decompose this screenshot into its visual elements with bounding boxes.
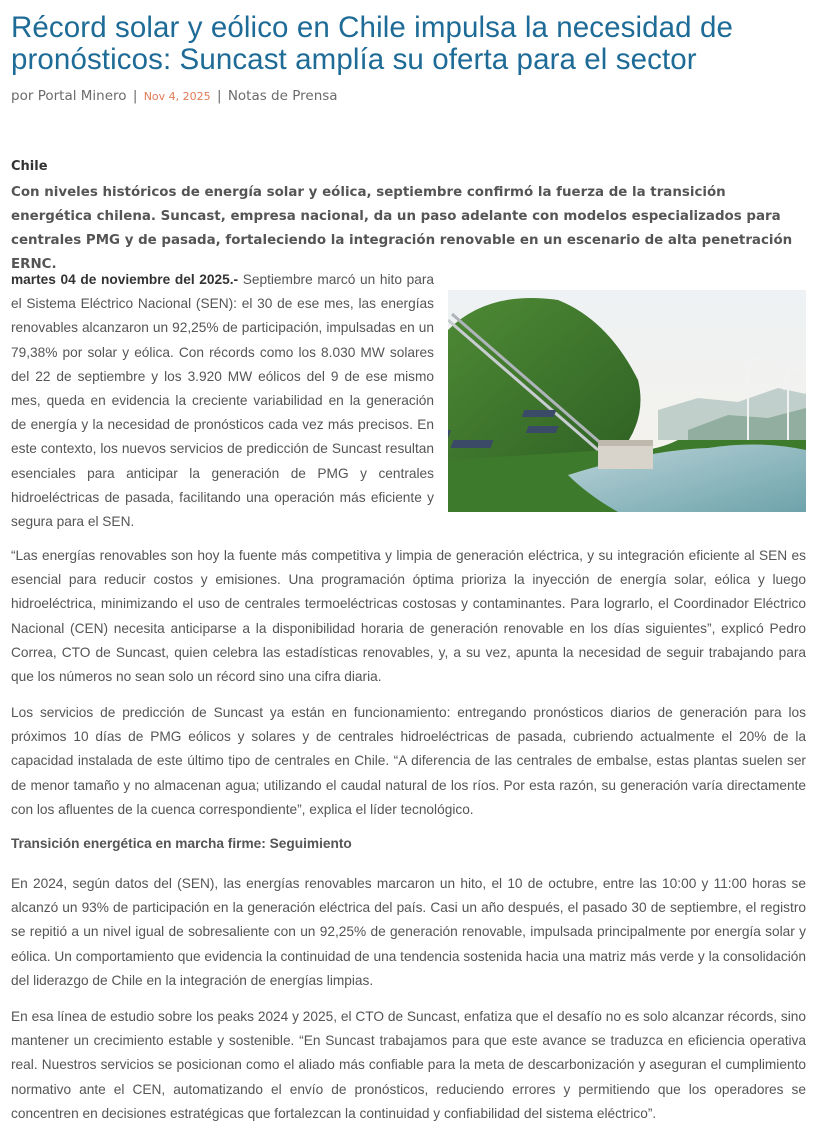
intro-text: Septiembre marcó un hito para el Sistema Eléctrico Nacional (SEN): el 30 de ese mes, las energías renovables alcanzaron un 92,25% de participación, impulsadas en un 79,38% por solar y eólica. Con récords como los 8.030 MW solares del 22 de septiembre y los 3.920 MW eólicos del 9 de ese mismo mes, queda en evidencia la creciente variabilidad en la generación de energía y la necesidad de pronósticos cada vez más precisos. En este contexto, los nuevos servicios de predicción de Suncast resultan esenciales para anticipar la generación de PMG y centrales hidroeléctricas de pasada, facilitando una operación más eficiente y segura para el SEN. xyxy=(11,272,434,530)
article-location: Chile xyxy=(11,159,48,174)
dateline: martes 04 de noviembre del 2025.- xyxy=(11,272,239,287)
paragraph-2024-record: En 2024, según datos del (SEN), las energías renovables marcaron un hito, el 10 de octubre, entre las 10:00 y 11:00 horas se alcanzó un 93% de participación en la generación eléctrica del país. Casi un año después, el pasado 30 de septiembre, el registro se repitió a un nivel igual de sobresaliente con un 92,25% de generación renovable, impulsada principalmente por energía solar y eólica. Un comportamiento que evidencia la continuidad de una tendencia sostenida hacia una matriz más verde y la consolidación del liderazgo de Chile en la integración de energías limpias. xyxy=(11,876,806,988)
paragraph-prediction-services: Los servicios de predicción de Suncast ya están en funcionamiento: entregando pronósticos diarios de generación para los próximos 10 días de PMG eólicos y solares y de centrales hidroeléctricas de pasada, cubriendo actualmente el 20% de la capacidad instalada de este último tipo de centrales en Chile. “A diferencia de las centrales de embalse, estas plantas suelen ser de menor tamaño y no almacenan agua; utilizando el caudal natural de los ríos. Por esta razón, su generación varía directamente con los afluentes de la cuenca correspondiente”, explica el líder tecnológico. xyxy=(11,705,806,817)
meta-by: por xyxy=(11,88,34,104)
intro-paragraph xyxy=(11,268,434,534)
category-link[interactable]: Notas de Prensa xyxy=(227,88,338,104)
author-link[interactable]: Portal Minero xyxy=(37,88,127,104)
meta-separator: | xyxy=(216,88,222,104)
paragraph-cto-statement: En esa línea de estudio sobre los peaks 2024 y 2025, el CTO de Suncast, enfatiza que el desafío no es solo alcanzar récords, sino mantener un crecimiento estable y sostenible. “En Suncast trabajamos para que este avance se traduzca en eficiencia operativa real. Nuestros servicios se posicionan como el aliado más confiable para la meta de descarbonización y aseguran el cumplimiento normativo ante el CEN, automatizando el envío de pronósticos, reduciendo errores y permitiendo que los operadores se concentren en decisiones estratégicas que fortalezcan la continuidad y confiabilidad del sistema eléctrico”. xyxy=(11,1009,806,1121)
article-lead: Con niveles históricos de energía solar y eólica, septiembre confirmó la fuerza de la transición energética chilena. Suncast, empresa nacional, da un paso adelante con modelos especializados para centrales PMG y de pasada, fortaleciendo la integración renovable en un escenario de alta penetración ERNC. xyxy=(11,185,793,272)
article-title: Récord solar y eólico en Chile impulsa la necesidad de pronósticos: Suncast amplía su oferta para el sector xyxy=(11,11,733,76)
paragraph-quote-correa: “Las energías renovables son hoy la fuente más competitiva y limpia de generación eléctrica, y su integración eficiente al SEN es esencial para reducir costos y emisiones. Una programación óptima prioriza la inyección de energía solar, eólica y luego hidroeléctrica, minimizando el uso de centrales termoeléctricas costosas y contaminantes. Para lograrlo, el Coordinador Eléctrico Nacional (CEN) necesita anticiparse a la disponibilidad horaria de generación renovable en los días siguientes”, explicó Pedro Correa, CTO de Suncast, quien celebra las estadísticas renovables, y, a su vez, apunta la necesidad de seguir trabajando para que los números no sean solo un récord sino una cifra diaria. xyxy=(11,548,806,685)
meta-separator: | xyxy=(132,88,138,104)
section-subheading: Transición energética en marcha firme: Seguimiento xyxy=(11,836,352,851)
publish-date: Nov 4, 2025 xyxy=(143,90,211,103)
article xyxy=(11,0,806,1121)
hydro-solar-wind-landscape-image xyxy=(448,290,806,512)
article-meta xyxy=(11,87,806,106)
